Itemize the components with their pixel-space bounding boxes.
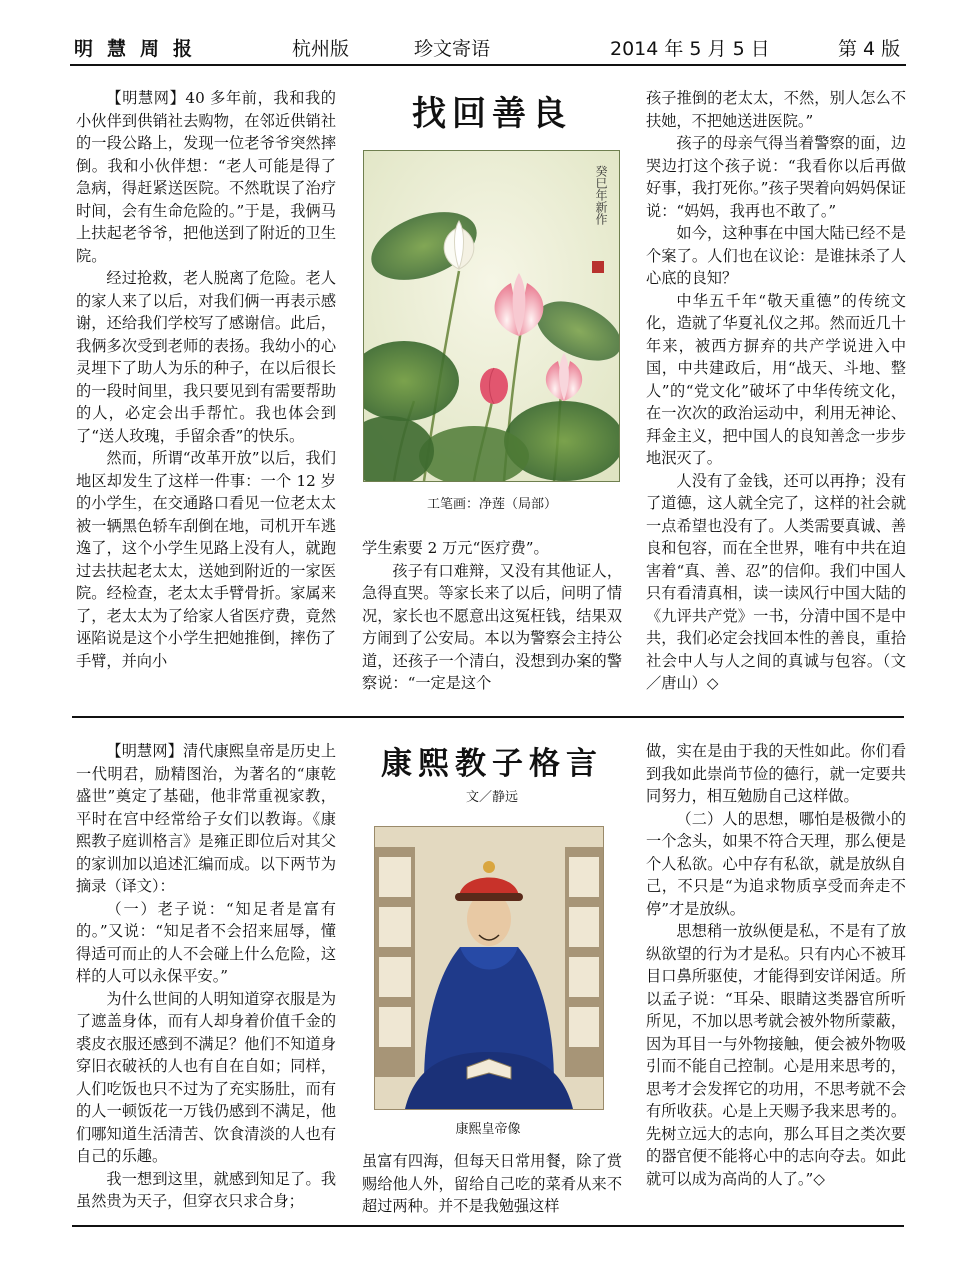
article1-title: 找回善良 <box>412 94 572 134</box>
paragraph: 孩子的母亲气得当着警察的面，边哭边打这个孩子说：“我看你以后再做好事，我打死你。”孩子哭着向妈妈保证说：“妈妈，我再也不敢了。” <box>646 134 906 220</box>
edition-label: 杭州版 <box>292 38 350 60</box>
paragraph: 孩子推倒的老太太，不然，别人怎么不扶她，不把她送进医院。” <box>646 89 906 130</box>
paragraph: 我一想到这里，就感到知足了。我虽然贵为天子，但穿衣只求合身； <box>76 1169 336 1210</box>
section-label: 珍文寄语 <box>414 38 491 60</box>
kangxi-portrait <box>374 826 604 1110</box>
section-divider <box>72 716 904 718</box>
paragraph: 为什么世间的人明知道穿衣服是为了遮盖身体，而有人却身着价值千金的裘皮衣服还感到不满足？他们不知道身穿旧衣破袄的人也有自在自如；同样，人们吃饭也只不过为了充实肠肚，而有的人一顿饭花一万钱仍感到不满足，他们哪知道生活清苦、饮食清淡的人也有自己的乐趣。 <box>76 989 336 1165</box>
painting-caption: 工笔画：净莲（局部） <box>426 497 557 512</box>
paragraph: 如今，这种事在中国大陆已经不是个案了。人们也在议论：是谁抹杀了人心底的良知？ <box>646 224 906 287</box>
bottom-rule <box>72 1225 904 1227</box>
paragraph: 人没有了金钱，还可以再挣；没有了道德，这人就全完了，这样的社会就一点希望也没有了。人类需要真诚、善良和包容，而在全世界，唯有中共在迫害着“真、善、忍”的信仰。我们中国人只有看清真相，读一读风行中国大陆的《九评共产党》一书，分清中国不是中共，我们必定会找回本性的善良，重拾社会中人与人之间的真诚与包容。（文／唐山）◇ <box>646 471 906 692</box>
paragraph: 学生索要 2 万元“医疗费”。 <box>362 539 549 557</box>
article1-column-2 <box>362 537 622 697</box>
article1-column-1 <box>76 87 336 697</box>
paragraph: 孩子有口难辩，又没有其他证人，急得直哭。等家长来了以后，问明了情况，家长也不愿意出这冤枉钱，结果双方闹到了公安局。本以为警察会主持公道，还孩子一个清白，没想到办案的警察说：“一定是这个 <box>362 561 622 692</box>
article2-column-2 <box>362 1150 622 1220</box>
page-number: 第 4 版 <box>838 38 901 60</box>
article1-column-3 <box>646 87 906 697</box>
article2-column-1 <box>76 740 336 1218</box>
page-header <box>70 28 906 66</box>
paragraph: （一）老子说：“知足者是富有的。”又说：“知足者不会招来屈辱，懂得适可而止的人不会碰上什么危险，这样的人可以永保平安。” <box>76 899 336 985</box>
article2-title: 康熙教子格言 <box>381 746 603 782</box>
paragraph: 做，实在是由于我的天性如此。你们看到我如此崇尚节俭的德行，就一定要共同努力，相互勉励自己这样做。 <box>646 742 906 805</box>
paragraph: 然而，所谓“改革开放”以后，我们地区却发生了这样一件事：一个 12 岁的小学生，在交通路口看见一位老太太被一辆黑色轿车刮倒在地，司机开车逃逸了，这个小学生见路上没有人，就跑过去扶起老太太，送她到附近的一家医院。经检查，老太太手臂骨折。家属来了，老太太为了给家人省医疗费，竟然诬陷说是这个小学生把她推倒，摔伤了手臂，并向小 <box>76 449 336 670</box>
paragraph: 中华五千年“敬天重德”的传统文化，造就了华夏礼仪之邦。然而近几十年来，被西方摒弃的共产学说进入中国，中共建政后，用“战天、斗地、整人”的“党文化”破坏了中华传统文化，在一次次的政治运动中，利用无神论、拜金主义，把中国人的良知善念一步步地泯灭了。 <box>646 291 906 467</box>
paragraph: 【明慧网】40 多年前，我和我的小伙伴到供销社去购物，在邻近供销社的一段公路上，发现一位老爷爷突然摔倒。我和小伙伴想：“老人可能是得了急病，得赶紧送医院。不然耽误了治疗时间，会有生命危险的。”于是，我俩马上扶起老爷爷，把他送到了附近的卫生院。 <box>76 89 336 265</box>
paragraph: （二）人的思想，哪怕是极微小的一个念头，如果不符合天理，那么便是个人私欲。心中存有私欲，就是放纵自己，不只是“为追求物质享受而奔走不停”才是放纵。 <box>646 809 906 918</box>
painting-inscription: 癸巳年新作 <box>594 165 608 225</box>
paragraph: 经过抢救，老人脱离了危险。老人的家人来了以后，对我们俩一再表示感谢，还给我们学校写了感谢信。此后，我俩多次受到老师的表扬。我幼小的心灵埋下了助人为乐的种子，在以后很长的一段时间里，我只要见到有需要帮助的人，必定会出手帮忙。我也体会到了“送人玫瑰，手留余香”的快乐。 <box>76 269 336 445</box>
paragraph: 思想稍一放纵便是私，不是有了放纵欲望的行为才是私。只有内心不被耳目口鼻所驱使，才能得到安详闲适。所以孟子说：“耳朵、眼睛这类器官所听所见，不加以思考就会被外物所蒙蔽，因为耳目一与外物接触，便会被外物吸引而不能自己控制。心是用来思考的，思考才会发挥它的功用，不思考就不会有所收获。心是上天赐予我来思考的。先树立远大的志向，那么耳目之类次要的器官便不能将心中的志向夺去。如此就可以成为高尚的人了。”◇ <box>646 922 906 1188</box>
kangxi-portrait-image <box>375 827 603 1109</box>
article2-byline: 文／静远 <box>465 790 518 805</box>
article2-column-3 <box>646 740 906 1218</box>
lotus-painting <box>363 150 620 482</box>
lotus-painting-image <box>364 151 619 481</box>
paragraph: 【明慧网】清代康熙皇帝是历史上一代明君，励精图治，为著名的“康乾盛世”奠定了基础，他非常重视家教，平时在宫中经常给子女们以教诲。《康熙教子庭训格言》是雍正即位后对其父的家训加以追述汇编而成。以下两节为摘录（译文）： <box>76 742 336 895</box>
portrait-caption: 康熙皇帝像 <box>455 1122 521 1137</box>
masthead: 明慧周报 <box>74 38 207 60</box>
date-label: 2014 年 5 月 5 日 <box>610 38 770 60</box>
paragraph: 虽富有四海，但每天日常用餐，除了赏赐给他人外，留给自己吃的菜肴从来不超过两种。并不是我勉强这样 <box>362 1152 622 1215</box>
